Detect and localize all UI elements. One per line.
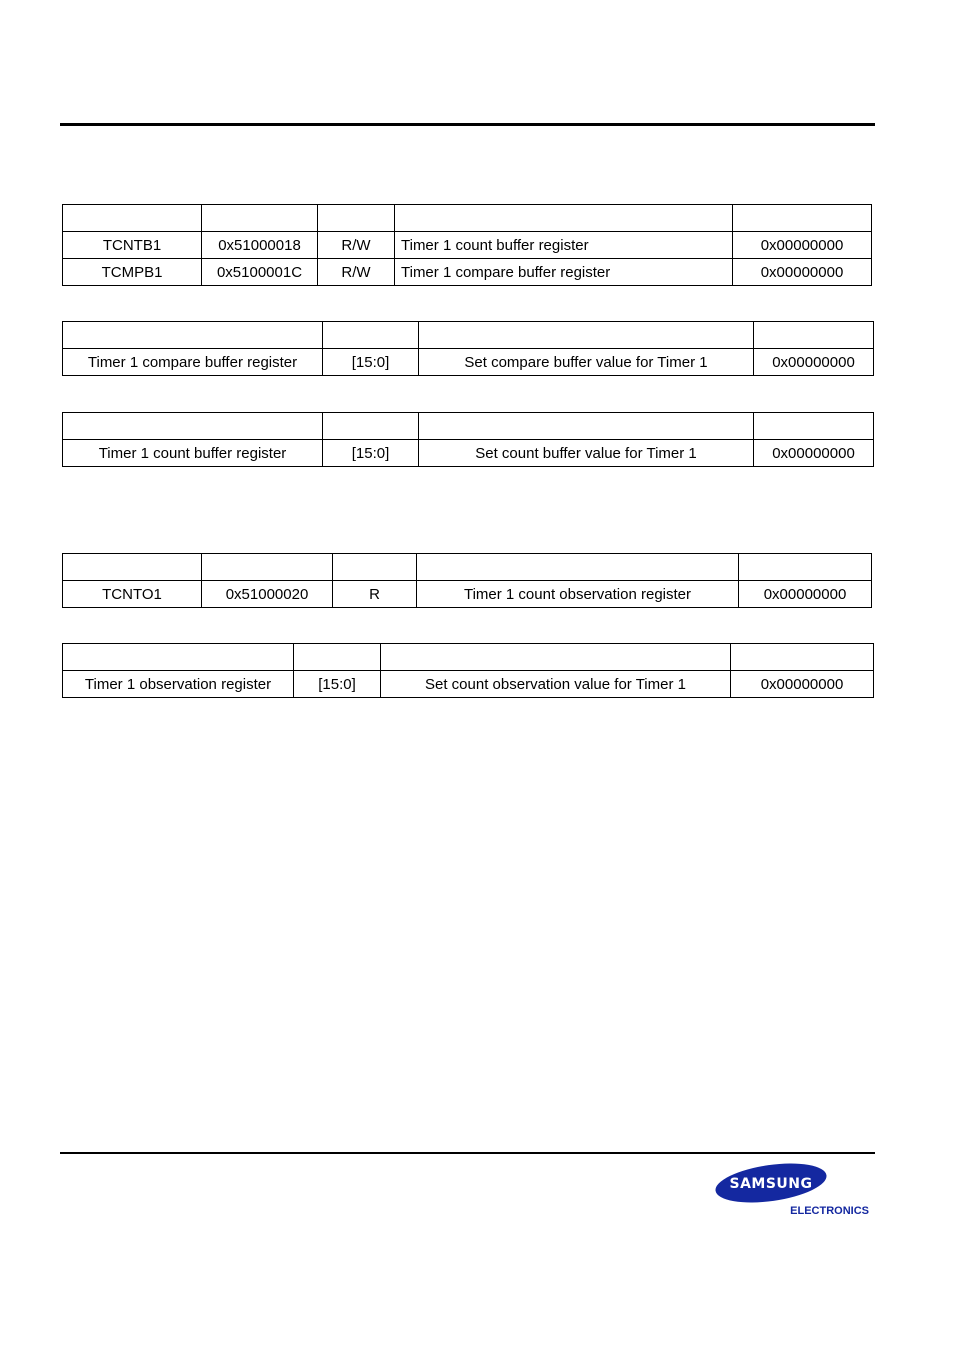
footer-rule — [60, 1152, 875, 1154]
register-reset-value: 0x00000000 — [733, 232, 872, 259]
register-table-2 — [62, 553, 872, 608]
bit-range: [15:0] — [323, 440, 419, 467]
header-cell — [381, 644, 731, 671]
header-cell — [739, 554, 872, 581]
table-header-row — [63, 554, 872, 581]
bit-name: Timer 1 observation register — [63, 671, 294, 698]
header-cell — [731, 644, 874, 671]
header-cell — [202, 205, 318, 232]
table-row — [63, 232, 872, 259]
table-row — [63, 259, 872, 286]
bit-description: Set count buffer value for Timer 1 — [419, 440, 754, 467]
header-cell — [333, 554, 417, 581]
register-rw: R — [333, 581, 417, 608]
register-name: TCNTB1 — [63, 232, 202, 259]
register-reset-value: 0x00000000 — [739, 581, 872, 608]
header-cell — [63, 322, 323, 349]
register-address: 0x51000020 — [202, 581, 333, 608]
register-table — [62, 204, 872, 286]
header-cell — [417, 554, 739, 581]
table-header-row — [63, 413, 874, 440]
samsung-electronics-logo — [714, 1160, 874, 1220]
logo-wordmark: SAMSUNG — [729, 1176, 813, 1192]
register-rw: R/W — [318, 259, 395, 286]
header-cell — [202, 554, 333, 581]
bit-description: Set compare buffer value for Timer 1 — [419, 349, 754, 376]
register-reset-value: 0x00000000 — [733, 259, 872, 286]
table-row — [63, 349, 874, 376]
bit-initial-state: 0x00000000 — [754, 349, 874, 376]
bit-name: Timer 1 count buffer register — [63, 440, 323, 467]
register-address: 0x5100001C — [202, 259, 318, 286]
bit-name: Timer 1 compare buffer register — [63, 349, 323, 376]
bit-description: Set count observation value for Timer 1 — [381, 671, 731, 698]
header-cell — [63, 413, 323, 440]
header-cell — [323, 413, 419, 440]
header-cell — [754, 413, 874, 440]
table-row — [63, 581, 872, 608]
header-cell — [63, 554, 202, 581]
header-cell — [419, 322, 754, 349]
header-cell — [754, 322, 874, 349]
header-cell — [733, 205, 872, 232]
bit-range: [15:0] — [294, 671, 381, 698]
tcmpb1-bit-table — [62, 321, 874, 376]
register-description: Timer 1 compare buffer register — [395, 259, 733, 286]
bit-range: [15:0] — [323, 349, 419, 376]
register-description: Timer 1 count observation register — [417, 581, 739, 608]
register-address: 0x51000018 — [202, 232, 318, 259]
header-cell — [395, 205, 733, 232]
tcntb1-bit-table — [62, 412, 874, 467]
bit-initial-state: 0x00000000 — [731, 671, 874, 698]
header-cell — [63, 205, 202, 232]
register-name: TCNTO1 — [63, 581, 202, 608]
header-cell — [294, 644, 381, 671]
register-description: Timer 1 count buffer register — [395, 232, 733, 259]
table-header-row — [63, 205, 872, 232]
header-rule — [60, 123, 875, 126]
tcnto1-bit-table — [62, 643, 874, 698]
table-row — [63, 440, 874, 467]
register-name: TCMPB1 — [63, 259, 202, 286]
header-cell — [63, 644, 294, 671]
table-row — [63, 671, 874, 698]
table-header-row — [63, 644, 874, 671]
bit-initial-state: 0x00000000 — [754, 440, 874, 467]
logo-subtext: ELECTRONICS — [790, 1205, 869, 1217]
header-cell — [323, 322, 419, 349]
register-rw: R/W — [318, 232, 395, 259]
table-header-row — [63, 322, 874, 349]
header-cell — [318, 205, 395, 232]
header-cell — [419, 413, 754, 440]
